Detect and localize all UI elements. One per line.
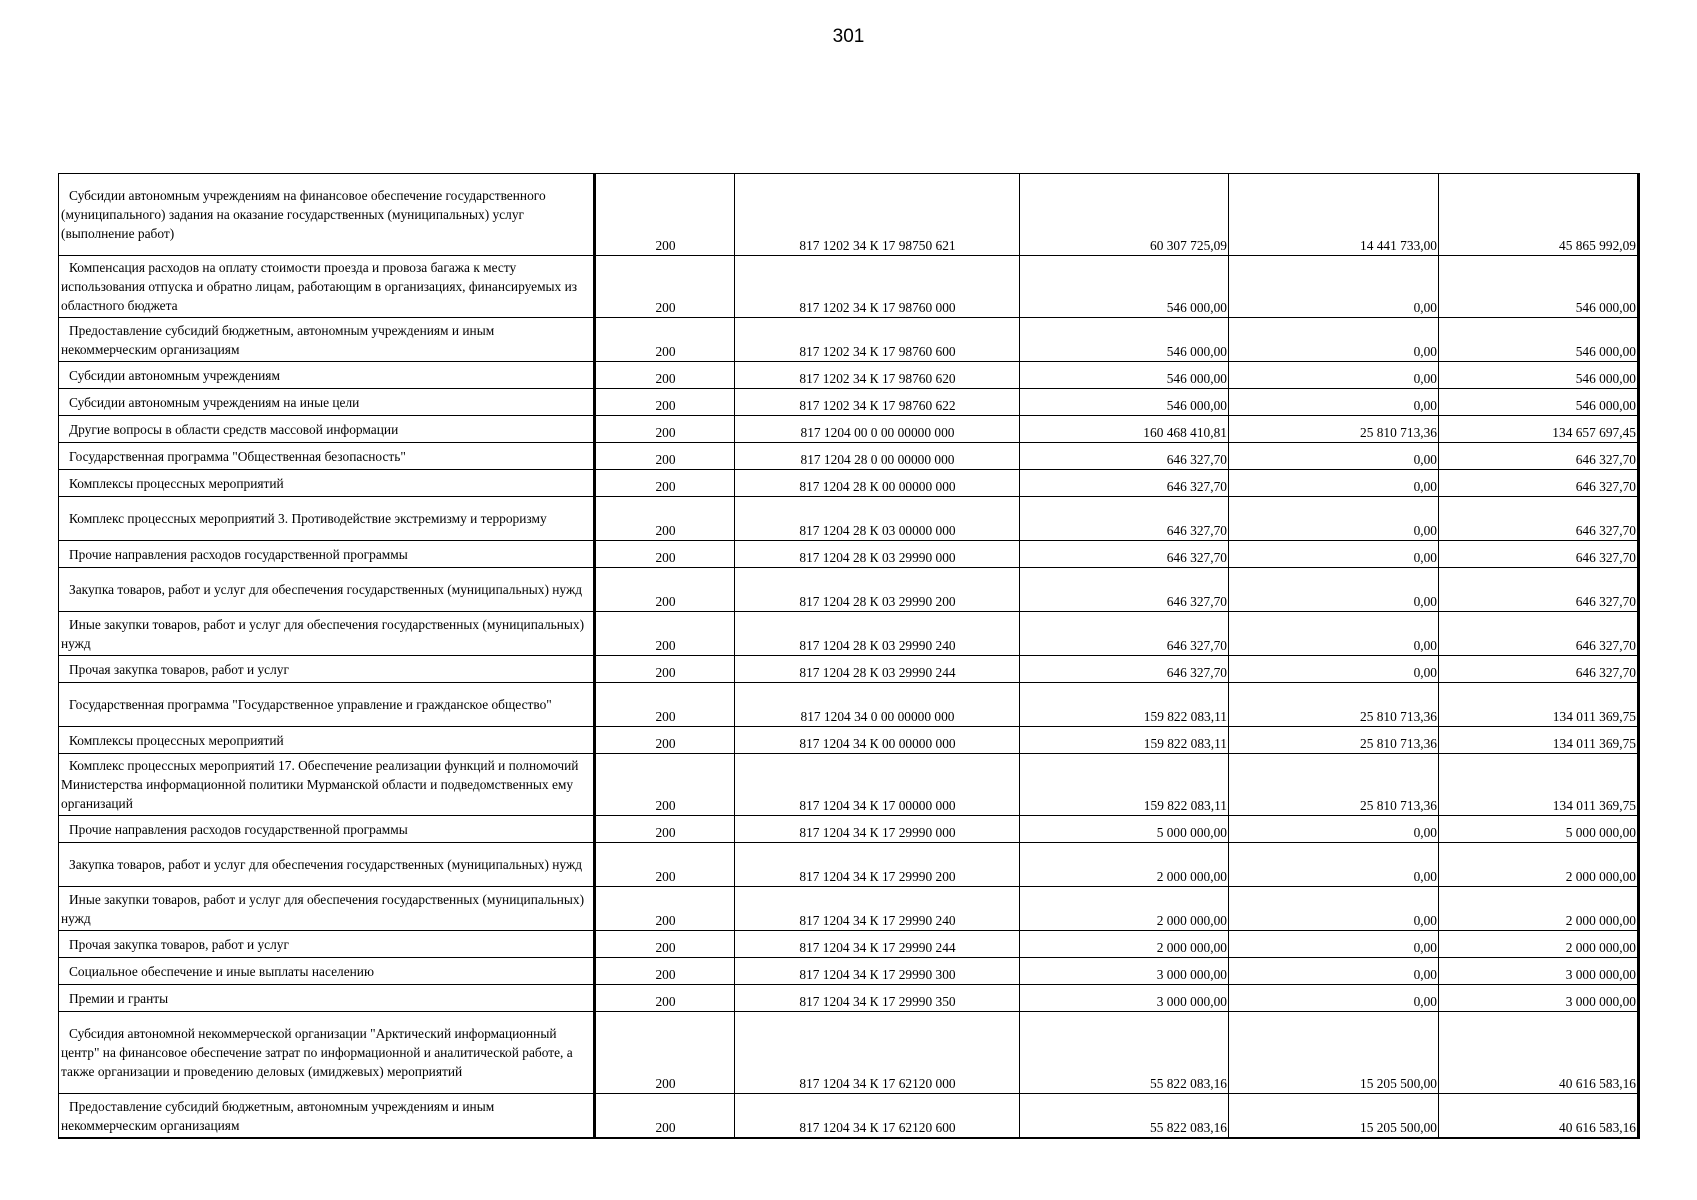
row-kbk: 817 1202 34 К 17 98760 600: [735, 318, 1020, 362]
row-name: Государственная программа "Государственное управление и гражданское общество": [59, 683, 595, 727]
row-executed: 0,00: [1229, 816, 1439, 843]
row-name: Другие вопросы в области средств массовой информации: [59, 416, 595, 443]
row-plan: 646 327,70: [1020, 612, 1229, 656]
row-executed: 0,00: [1229, 931, 1439, 958]
row-remaining: 646 327,70: [1439, 568, 1639, 612]
row-executed: 0,00: [1229, 612, 1439, 656]
row-code: 200: [595, 568, 735, 612]
row-plan: 3 000 000,00: [1020, 958, 1229, 985]
row-plan: 55 822 083,16: [1020, 1094, 1229, 1139]
row-kbk: 817 1204 34 К 17 00000 000: [735, 754, 1020, 816]
row-code: 200: [595, 816, 735, 843]
row-executed: 0,00: [1229, 443, 1439, 470]
row-executed: 0,00: [1229, 656, 1439, 683]
row-remaining: 646 327,70: [1439, 541, 1639, 568]
row-name: Государственная программа "Общественная безопасность": [59, 443, 595, 470]
table-row: [59, 443, 1639, 470]
row-name: Иные закупки товаров, работ и услуг для обеспечения государственных (муниципальных) нужд: [59, 887, 595, 931]
row-executed: 0,00: [1229, 985, 1439, 1012]
row-kbk: 817 1204 34 К 17 62120 600: [735, 1094, 1020, 1139]
table-row: [59, 816, 1639, 843]
row-executed: 0,00: [1229, 470, 1439, 497]
row-plan: 5 000 000,00: [1020, 816, 1229, 843]
row-name: Субсидии автономным учреждениям на иные цели: [59, 389, 595, 416]
row-name: Комплексы процессных мероприятий: [59, 727, 595, 754]
row-name: Иные закупки товаров, работ и услуг для обеспечения государственных (муниципальных) нужд: [59, 612, 595, 656]
row-plan: 160 468 410,81: [1020, 416, 1229, 443]
row-name: Социальное обеспечение и иные выплаты населению: [59, 958, 595, 985]
row-kbk: 817 1204 28 К 03 29990 244: [735, 656, 1020, 683]
row-executed: 0,00: [1229, 541, 1439, 568]
row-remaining: 5 000 000,00: [1439, 816, 1639, 843]
row-plan: 2 000 000,00: [1020, 843, 1229, 887]
table-row: [59, 362, 1639, 389]
table-row: [59, 887, 1639, 931]
row-code: 200: [595, 256, 735, 318]
row-code: 200: [595, 656, 735, 683]
row-executed: 0,00: [1229, 256, 1439, 318]
table-row: [59, 931, 1639, 958]
row-remaining: 646 327,70: [1439, 497, 1639, 541]
table-row: [59, 727, 1639, 754]
row-plan: 159 822 083,11: [1020, 754, 1229, 816]
row-name: Комплекс процессных мероприятий 3. Противодействие экстремизму и терроризму: [59, 497, 595, 541]
row-kbk: 817 1204 34 К 17 29990 000: [735, 816, 1020, 843]
row-name: Закупка товаров, работ и услуг для обеспечения государственных (муниципальных) нужд: [59, 843, 595, 887]
row-code: 200: [595, 727, 735, 754]
row-remaining: 646 327,70: [1439, 470, 1639, 497]
row-code: 200: [595, 1094, 735, 1139]
row-plan: 646 327,70: [1020, 568, 1229, 612]
row-remaining: 40 616 583,16: [1439, 1094, 1639, 1139]
table-row: [59, 1012, 1639, 1094]
row-name: Комплекс процессных мероприятий 17. Обеспечение реализации функций и полномочий Министерства информационной политики Мурманской области и подведомственных ему организаций: [59, 754, 595, 816]
row-remaining: 3 000 000,00: [1439, 985, 1639, 1012]
row-remaining: 134 657 697,45: [1439, 416, 1639, 443]
row-code: 200: [595, 443, 735, 470]
row-executed: 0,00: [1229, 389, 1439, 416]
table-row: [59, 985, 1639, 1012]
row-plan: 3 000 000,00: [1020, 985, 1229, 1012]
row-kbk: 817 1202 34 К 17 98750 621: [735, 174, 1020, 256]
table-row: [59, 497, 1639, 541]
row-remaining: 2 000 000,00: [1439, 931, 1639, 958]
row-remaining: 134 011 369,75: [1439, 754, 1639, 816]
row-name: Субсидии автономным учреждениям на финансовое обеспечение государственного (муниципального) задания на оказание государственных (муниципальных) услуг (выполнение работ): [59, 174, 595, 256]
row-remaining: 546 000,00: [1439, 362, 1639, 389]
row-plan: 546 000,00: [1020, 389, 1229, 416]
row-kbk: 817 1204 28 К 00 00000 000: [735, 470, 1020, 497]
row-plan: 546 000,00: [1020, 362, 1229, 389]
row-executed: 0,00: [1229, 843, 1439, 887]
row-kbk: 817 1202 34 К 17 98760 000: [735, 256, 1020, 318]
row-kbk: 817 1204 34 К 17 29990 350: [735, 985, 1020, 1012]
row-kbk: 817 1202 34 К 17 98760 620: [735, 362, 1020, 389]
row-plan: 546 000,00: [1020, 318, 1229, 362]
row-executed: 25 810 713,36: [1229, 727, 1439, 754]
page-number: 301: [832, 26, 865, 47]
row-name: Комплексы процессных мероприятий: [59, 470, 595, 497]
row-name: Прочие направления расходов государственной программы: [59, 541, 595, 568]
row-kbk: 817 1204 28 К 03 29990 200: [735, 568, 1020, 612]
row-name: Прочая закупка товаров, работ и услуг: [59, 656, 595, 683]
row-name: Субсидия автономной некоммерческой организации "Арктический информационный центр" на финансовое обеспечение затрат по информационной и аналитической работе, а также организации и проведению деловых (имиджевых) мероприятий: [59, 1012, 595, 1094]
row-plan: 646 327,70: [1020, 656, 1229, 683]
row-kbk: 817 1204 00 0 00 00000 000: [735, 416, 1020, 443]
table-row: [59, 174, 1639, 256]
row-executed: 15 205 500,00: [1229, 1012, 1439, 1094]
row-kbk: 817 1204 34 К 17 29990 240: [735, 887, 1020, 931]
table-row: [59, 843, 1639, 887]
row-remaining: 134 011 369,75: [1439, 683, 1639, 727]
table-row: [59, 416, 1639, 443]
row-remaining: 45 865 992,09: [1439, 174, 1639, 256]
row-code: 200: [595, 887, 735, 931]
row-executed: 25 810 713,36: [1229, 683, 1439, 727]
row-code: 200: [595, 389, 735, 416]
row-code: 200: [595, 843, 735, 887]
row-remaining: 546 000,00: [1439, 389, 1639, 416]
row-code: 200: [595, 683, 735, 727]
row-plan: 55 822 083,16: [1020, 1012, 1229, 1094]
table-row: [59, 754, 1639, 816]
row-executed: 0,00: [1229, 318, 1439, 362]
row-code: 200: [595, 931, 735, 958]
row-code: 200: [595, 362, 735, 389]
row-remaining: 2 000 000,00: [1439, 843, 1639, 887]
budget-table: [58, 173, 1640, 1139]
row-executed: 0,00: [1229, 497, 1439, 541]
row-plan: 646 327,70: [1020, 541, 1229, 568]
row-plan: 60 307 725,09: [1020, 174, 1229, 256]
row-executed: 14 441 733,00: [1229, 174, 1439, 256]
row-executed: 25 810 713,36: [1229, 416, 1439, 443]
row-name: Компенсация расходов на оплату стоимости проезда и провоза багажа к месту использования отпуска и обратно лицам, работающим в организациях, финансируемых из областного бюджета: [59, 256, 595, 318]
row-code: 200: [595, 416, 735, 443]
table-row: [59, 541, 1639, 568]
row-code: 200: [595, 318, 735, 362]
row-remaining: 546 000,00: [1439, 318, 1639, 362]
row-code: 200: [595, 612, 735, 656]
row-kbk: 817 1204 28 К 03 29990 000: [735, 541, 1020, 568]
row-remaining: 646 327,70: [1439, 443, 1639, 470]
row-code: 200: [595, 1012, 735, 1094]
row-code: 200: [595, 985, 735, 1012]
row-name: Предоставление субсидий бюджетным, автономным учреждениям и иным некоммерческим организациям: [59, 318, 595, 362]
row-code: 200: [595, 497, 735, 541]
row-plan: 2 000 000,00: [1020, 887, 1229, 931]
row-name: Предоставление субсидий бюджетным, автономным учреждениям и иным некоммерческим организациям: [59, 1094, 595, 1139]
table-row: [59, 389, 1639, 416]
row-remaining: 2 000 000,00: [1439, 887, 1639, 931]
row-remaining: 134 011 369,75: [1439, 727, 1639, 754]
table-row: [59, 470, 1639, 497]
row-kbk: 817 1204 34 0 00 00000 000: [735, 683, 1020, 727]
table-row: [59, 656, 1639, 683]
row-name: Прочая закупка товаров, работ и услуг: [59, 931, 595, 958]
row-kbk: 817 1204 34 К 17 29990 300: [735, 958, 1020, 985]
table-row: [59, 683, 1639, 727]
table-row: [59, 568, 1639, 612]
row-kbk: 817 1204 34 К 17 29990 244: [735, 931, 1020, 958]
row-kbk: 817 1204 28 К 03 00000 000: [735, 497, 1020, 541]
row-code: 200: [595, 174, 735, 256]
row-executed: 0,00: [1229, 958, 1439, 985]
row-plan: 646 327,70: [1020, 443, 1229, 470]
row-remaining: 40 616 583,16: [1439, 1012, 1639, 1094]
row-executed: 15 205 500,00: [1229, 1094, 1439, 1139]
budget-table-body: [59, 174, 1639, 1139]
table-row: [59, 612, 1639, 656]
row-kbk: 817 1204 28 К 03 29990 240: [735, 612, 1020, 656]
row-plan: 646 327,70: [1020, 497, 1229, 541]
row-plan: 159 822 083,11: [1020, 727, 1229, 754]
table-row: [59, 318, 1639, 362]
row-executed: 0,00: [1229, 568, 1439, 612]
table-row: [59, 1094, 1639, 1139]
row-remaining: 3 000 000,00: [1439, 958, 1639, 985]
row-name: Субсидии автономным учреждениям: [59, 362, 595, 389]
row-remaining: 546 000,00: [1439, 256, 1639, 318]
row-name: Закупка товаров, работ и услуг для обеспечения государственных (муниципальных) нужд: [59, 568, 595, 612]
row-name: Премии и гранты: [59, 985, 595, 1012]
row-kbk: 817 1204 28 0 00 00000 000: [735, 443, 1020, 470]
row-plan: 546 000,00: [1020, 256, 1229, 318]
row-executed: 0,00: [1229, 362, 1439, 389]
row-executed: 0,00: [1229, 887, 1439, 931]
row-executed: 25 810 713,36: [1229, 754, 1439, 816]
row-code: 200: [595, 754, 735, 816]
row-code: 200: [595, 958, 735, 985]
row-plan: 646 327,70: [1020, 470, 1229, 497]
row-kbk: 817 1204 34 К 00 00000 000: [735, 727, 1020, 754]
row-kbk: 817 1202 34 К 17 98760 622: [735, 389, 1020, 416]
row-plan: 159 822 083,11: [1020, 683, 1229, 727]
row-name: Прочие направления расходов государственной программы: [59, 816, 595, 843]
table-row: [59, 958, 1639, 985]
table-row: [59, 256, 1639, 318]
row-remaining: 646 327,70: [1439, 612, 1639, 656]
row-plan: 2 000 000,00: [1020, 931, 1229, 958]
row-code: 200: [595, 470, 735, 497]
row-kbk: 817 1204 34 К 17 62120 000: [735, 1012, 1020, 1094]
row-code: 200: [595, 541, 735, 568]
row-remaining: 646 327,70: [1439, 656, 1639, 683]
row-kbk: 817 1204 34 К 17 29990 200: [735, 843, 1020, 887]
